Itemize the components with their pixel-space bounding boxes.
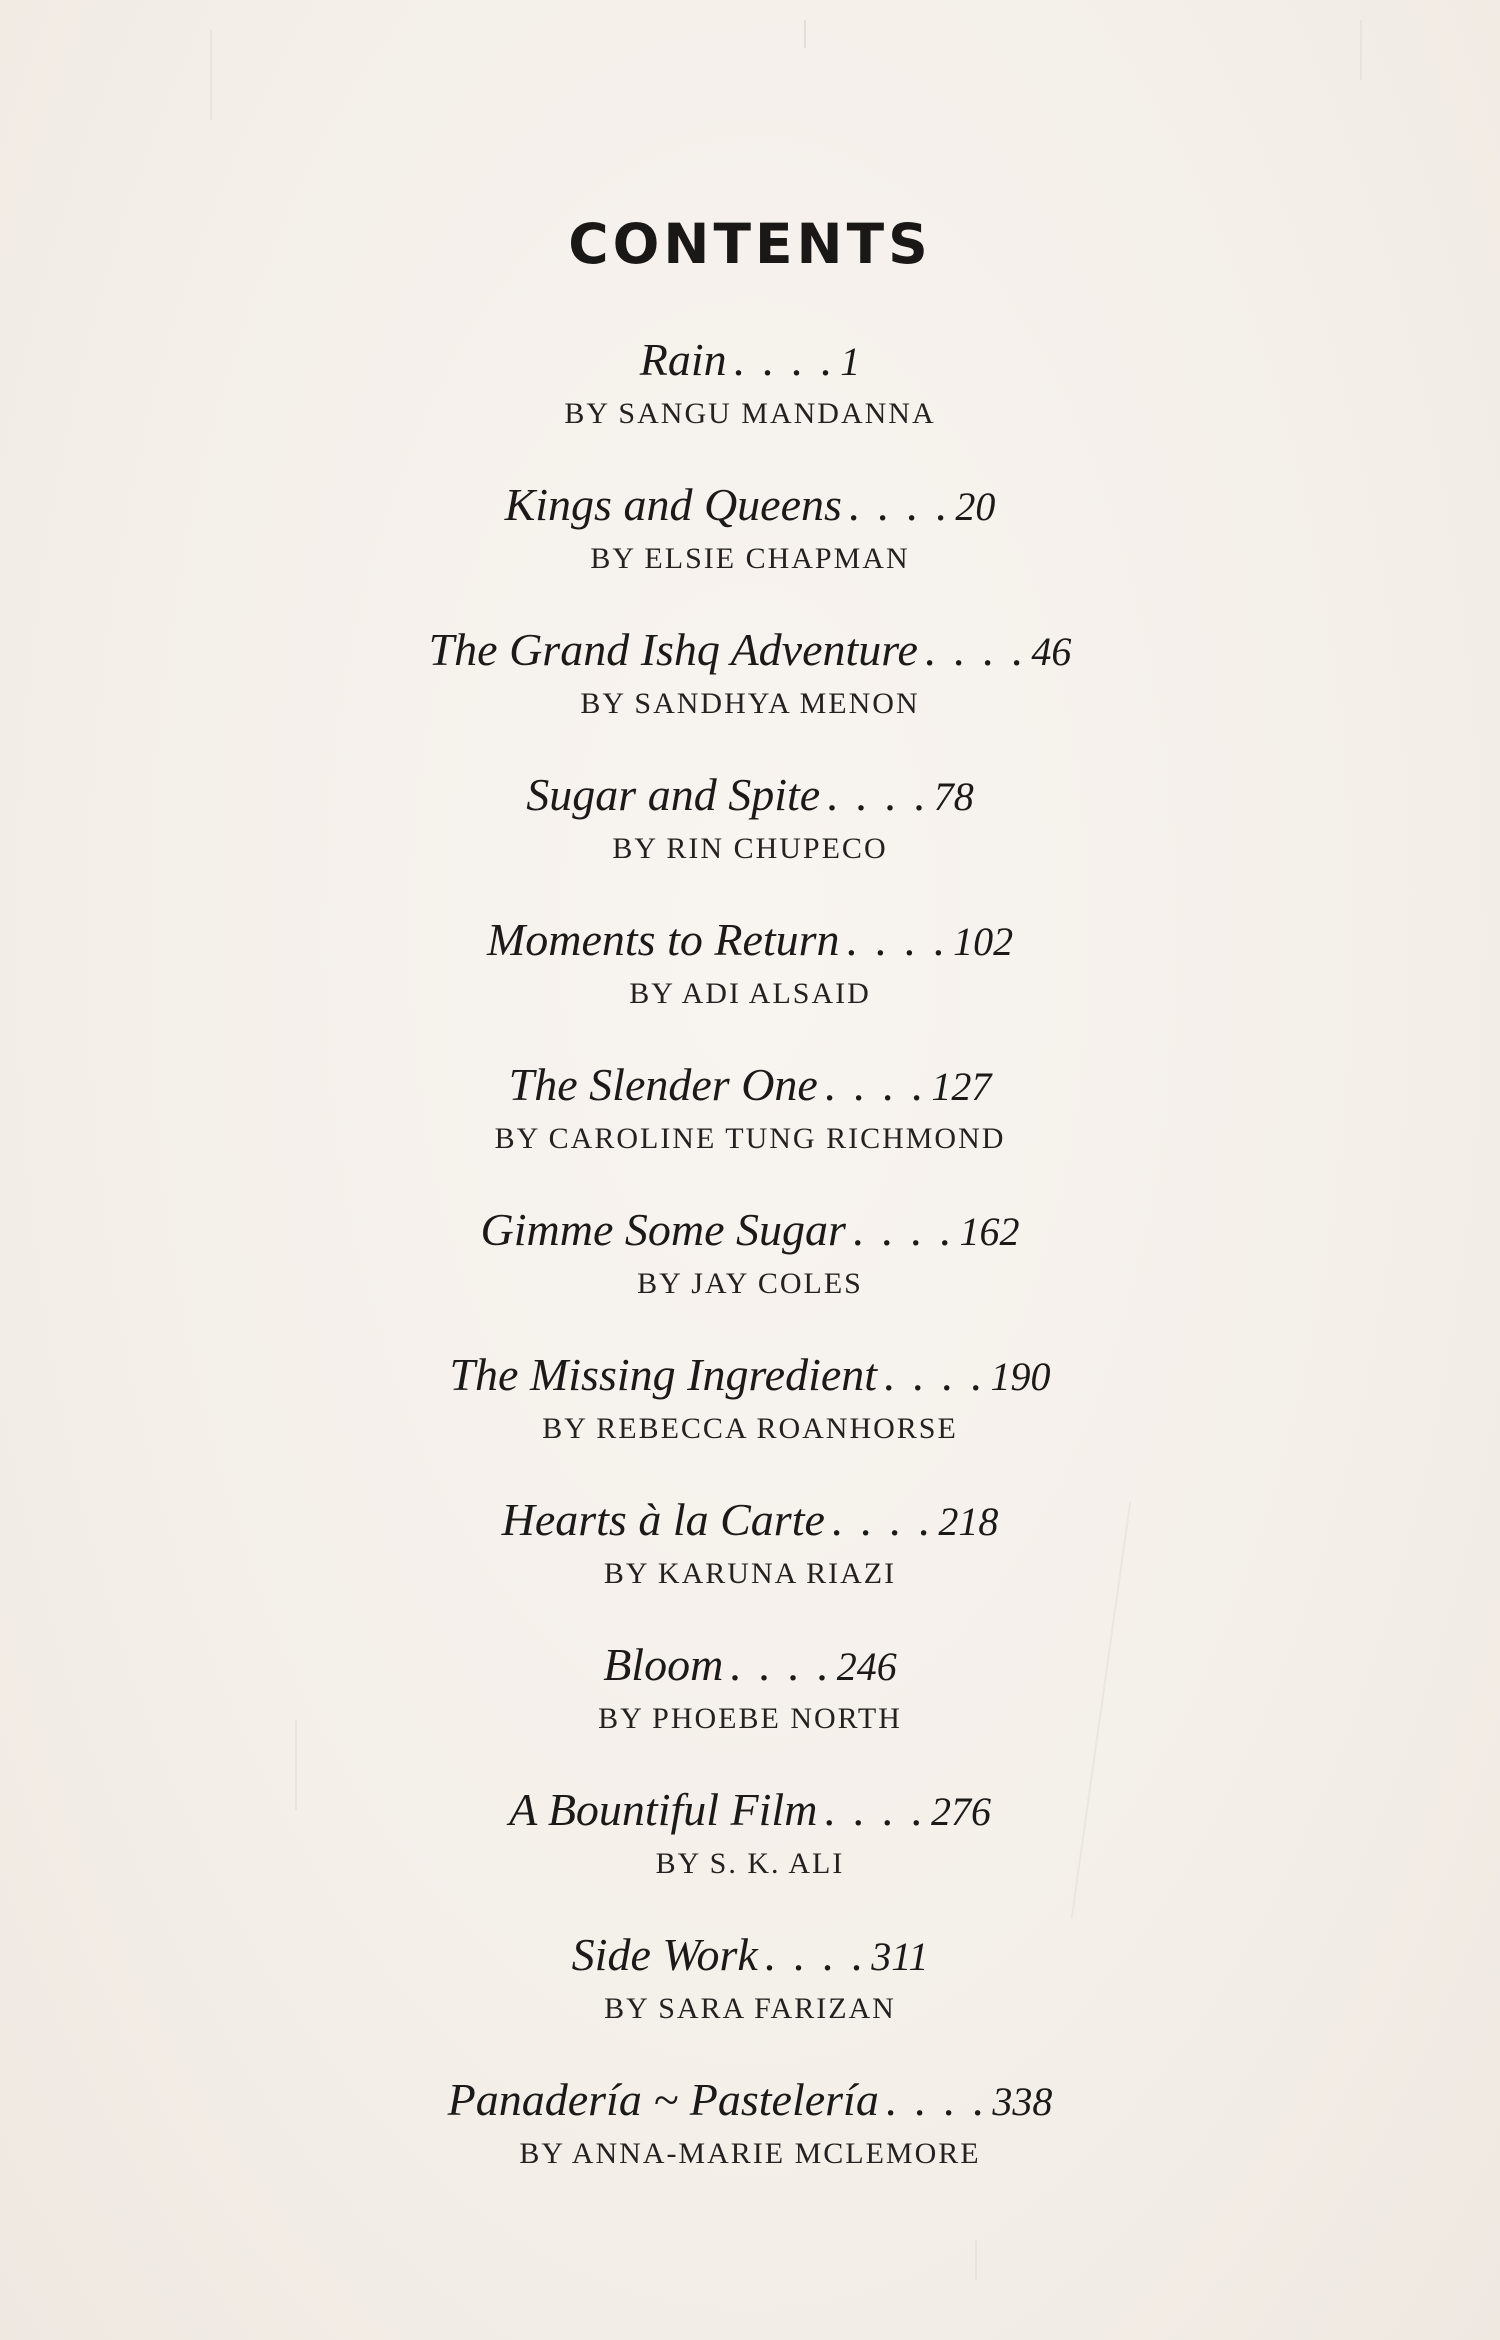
story-title: The Missing Ingredient <box>449 1349 878 1400</box>
toc-entry-title-line <box>0 330 1500 392</box>
toc-entry-title-line <box>0 1635 1500 1697</box>
toc-entry-title-line <box>0 620 1500 682</box>
toc-entry <box>0 1200 1500 1345</box>
page-number: 190 <box>990 1354 1051 1399</box>
dot-leader: . . . . <box>884 2074 987 2125</box>
toc-entry-title-line <box>0 1490 1500 1552</box>
toc-entry <box>0 910 1500 1055</box>
toc-entry-title-line <box>0 1055 1500 1117</box>
dot-leader: . . . . <box>823 1784 925 1835</box>
dot-leader: . . . . <box>883 1349 985 1400</box>
toc-entry <box>0 1345 1500 1490</box>
toc-entry <box>0 1055 1500 1200</box>
story-title: Panadería ~ Pastelería <box>447 2074 879 2125</box>
toc-entry-title-line <box>0 910 1500 972</box>
story-title: Moments to Return <box>486 914 840 965</box>
scan-mark <box>975 2240 977 2280</box>
toc-entry-title-line <box>0 765 1500 827</box>
toc-entry <box>0 620 1500 765</box>
dot-leader: . . . . <box>923 624 1026 675</box>
story-title: Gimme Some Sugar <box>480 1204 846 1255</box>
toc-entry-title-line <box>0 1780 1500 1842</box>
story-title: A Bountiful Film <box>509 1784 818 1835</box>
story-author: BY KARUNA RIAZI <box>603 1557 897 1590</box>
scan-mark <box>804 20 806 48</box>
story-title: The Slender One <box>508 1059 818 1110</box>
page-number: 102 <box>953 919 1014 964</box>
dot-leader: . . . . <box>732 334 835 385</box>
story-author: BY SARA FARIZAN <box>604 1992 896 2025</box>
story-title: Sugar and Spite <box>526 769 821 820</box>
page-number: 338 <box>992 2079 1053 2124</box>
story-title: The Grand Ishq Adventure <box>428 624 918 675</box>
dot-leader: . . . . <box>763 1929 866 1980</box>
dot-leader: . . . . <box>823 1059 926 1110</box>
dot-leader: . . . . <box>826 769 928 820</box>
toc-entry <box>0 330 1500 475</box>
page-number: 162 <box>959 1209 1020 1254</box>
toc-entry-title-line <box>0 475 1500 537</box>
toc-entry-title-line <box>0 2070 1500 2132</box>
scan-mark <box>1360 20 1362 80</box>
story-author: BY RIN CHUPECO <box>612 832 888 865</box>
toc-entry <box>0 1780 1500 1925</box>
toc-entry <box>0 1925 1500 2070</box>
page-number: 246 <box>836 1644 897 1689</box>
dot-leader: . . . . <box>729 1639 831 1690</box>
dot-leader: . . . . <box>830 1494 933 1545</box>
toc-entry <box>0 765 1500 910</box>
story-author: BY CAROLINE TUNG RICHMOND <box>494 1122 1006 1155</box>
story-author: BY REBECCA ROANHORSE <box>542 1412 958 1445</box>
page-number: 46 <box>1031 629 1072 674</box>
page-number: 78 <box>933 774 974 819</box>
page-number: 276 <box>930 1789 991 1834</box>
story-title: Side Work <box>571 1929 758 1980</box>
toc-entry <box>0 2070 1500 2215</box>
story-title: Rain <box>639 334 727 385</box>
story-title: Kings and Queens <box>504 479 842 530</box>
story-author: BY JAY COLES <box>637 1267 863 1300</box>
story-author: BY ELSIE CHAPMAN <box>590 542 910 575</box>
page-number: 20 <box>955 484 996 529</box>
toc-entry-title-line <box>0 1200 1500 1262</box>
scan-mark <box>210 30 212 120</box>
dot-leader: . . . . <box>847 479 950 530</box>
story-author: BY S. K. ALI <box>655 1847 845 1880</box>
page-number: 127 <box>931 1064 992 1109</box>
dot-leader: . . . . <box>851 1204 954 1255</box>
toc-entry-title-line <box>0 1925 1500 1987</box>
page-title: CONTENTS <box>568 212 932 276</box>
story-author: BY PHOEBE NORTH <box>598 1702 902 1735</box>
table-of-contents <box>0 330 1500 2215</box>
dot-leader: . . . . <box>845 914 948 965</box>
story-author: BY SANGU MANDANNA <box>564 397 936 430</box>
story-author: BY SANDHYA MENON <box>580 687 920 720</box>
toc-entry <box>0 1635 1500 1780</box>
story-author: BY ANNA-MARIE MCLEMORE <box>519 2137 981 2170</box>
story-title: Bloom <box>603 1639 724 1690</box>
page-number: 218 <box>938 1499 999 1544</box>
toc-entry <box>0 1490 1500 1635</box>
story-title: Hearts à la Carte <box>501 1494 825 1545</box>
toc-entry-title-line <box>0 1345 1500 1407</box>
page-number: 311 <box>871 1934 929 1979</box>
page-number: 1 <box>840 339 861 384</box>
story-author: BY ADI ALSAID <box>629 977 871 1010</box>
toc-entry <box>0 475 1500 620</box>
